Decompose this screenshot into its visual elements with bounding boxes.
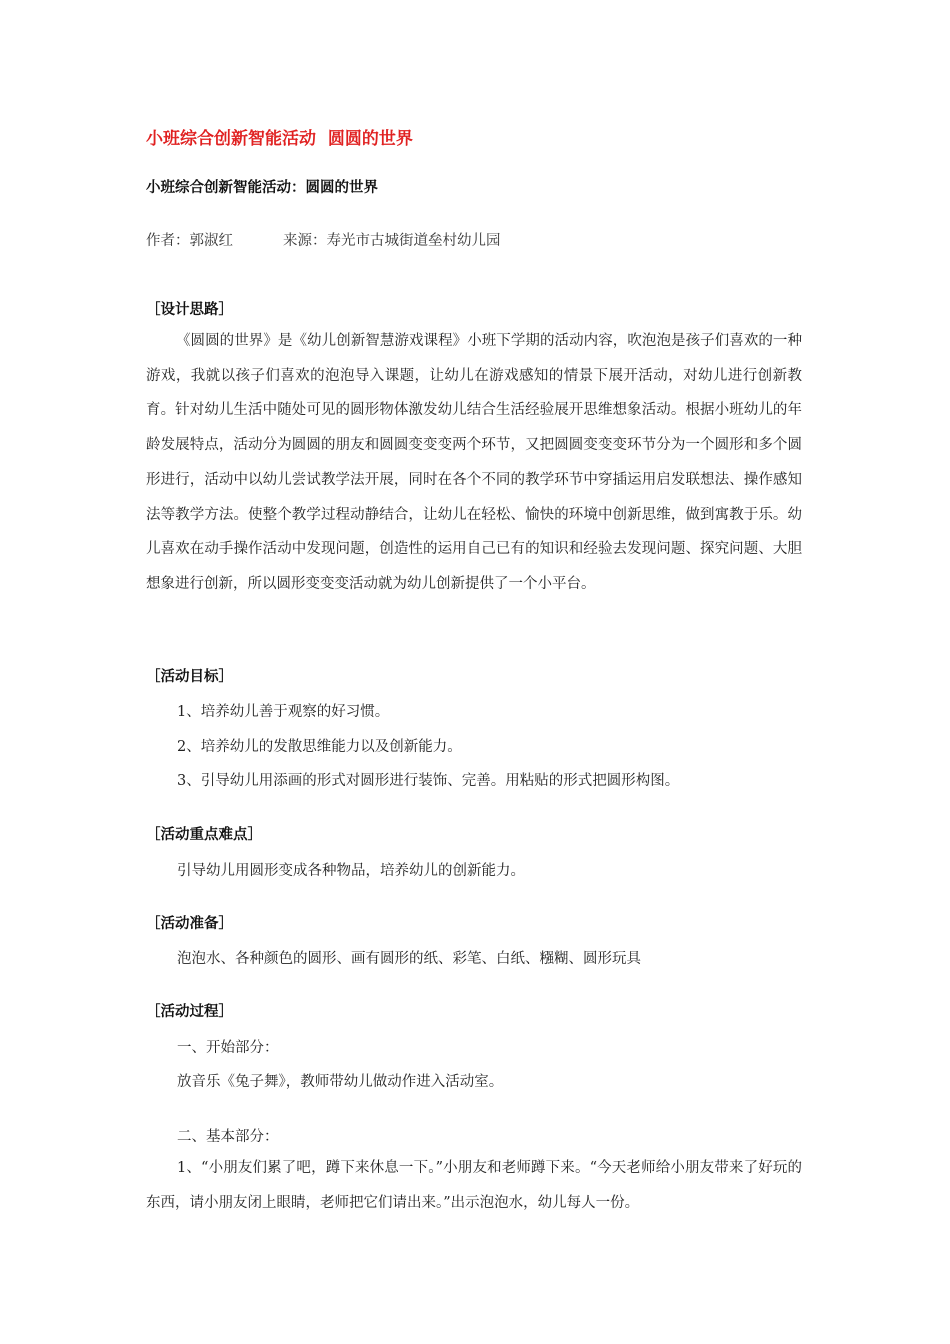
document-title: 小班综合创新智能活动 圆圆的世界	[146, 129, 413, 149]
section-heading-key: ［活动重点难点］	[146, 827, 262, 843]
goal-item: 1、培养幼儿善于观察的好习惯。	[177, 704, 390, 720]
goal-item: 3、引导幼儿用添画的形式对圆形进行装饰、完善。用粘贴的形式把圆形构图。	[177, 773, 680, 789]
section-heading-design: ［设计思路］	[146, 302, 233, 318]
section-heading-goals: ［活动目标］	[146, 669, 233, 685]
document-subtitle: 小班综合创新智能活动：圆圆的世界	[146, 180, 378, 196]
design-paragraph: 《圆圆的世界》是《幼儿创新智慧游戏课程》小班下学期的活动内容，吹泡泡是孩子们喜欢的一种游戏，我就以孩子们喜欢的泡泡导入课题，让幼儿在游戏感知的情景下展开活动，对幼儿进行创新教育。针对幼儿生活中随处可见的圆形物体激发幼儿结合生活经验展开思维想象活动。根据小班幼儿的年龄发展特点，活动分为圆圆的朋友和圆圆变变变两个环节，又把圆圆变变变环节分为一个圆形和多个圆形进行，活动中以幼儿尝试教学法开展，同时在各个不同的教学环节中穿插运用启发联想法、操作感知法等教学方法。使整个教学过程动静结合，让幼儿在轻松、愉快的环境中创新思维，做到寓教于乐。幼儿喜欢在动手操作活动中发现问题，创造性的运用自己已有的知识和经验去发现问题、探究问题、大胆想象进行创新，所以圆形变变变活动就为幼儿创新提供了一个小平台。	[146, 333, 802, 592]
process-part1-title: 一、开始部分：	[177, 1040, 279, 1056]
section-heading-process: ［活动过程］	[146, 1004, 233, 1020]
key-text: 引导幼儿用圆形变成各种物品，培养幼儿的创新能力。	[177, 863, 525, 879]
source-text: 来源：寿光市古城街道垒村幼儿园	[283, 233, 501, 249]
process-part2-title: 二、基本部分：	[177, 1129, 279, 1145]
section-heading-prep: ［活动准备］	[146, 916, 233, 932]
process-part1-text: 放音乐《兔子舞》，教师带幼儿做动作进入活动室。	[177, 1074, 504, 1090]
process-part2-text: 1、“小朋友们累了吧，蹲下来休息一下。”小朋友和老师蹲下来。“今天老师给小朋友带来了好玩的东西，请小朋友闭上眼睛，老师把它们请出来。”出示泡泡水，幼儿每人一份。	[146, 1160, 802, 1211]
prep-text: 泡泡水、各种颜色的圆形、画有圆形的纸、彩笔、白纸、糨糊、圆形玩具	[177, 951, 641, 967]
author-source-line	[146, 229, 501, 250]
goal-item: 2、培养幼儿的发散思维能力以及创新能力。	[177, 739, 462, 755]
author-text: 作者：郭淑红	[146, 233, 233, 249]
